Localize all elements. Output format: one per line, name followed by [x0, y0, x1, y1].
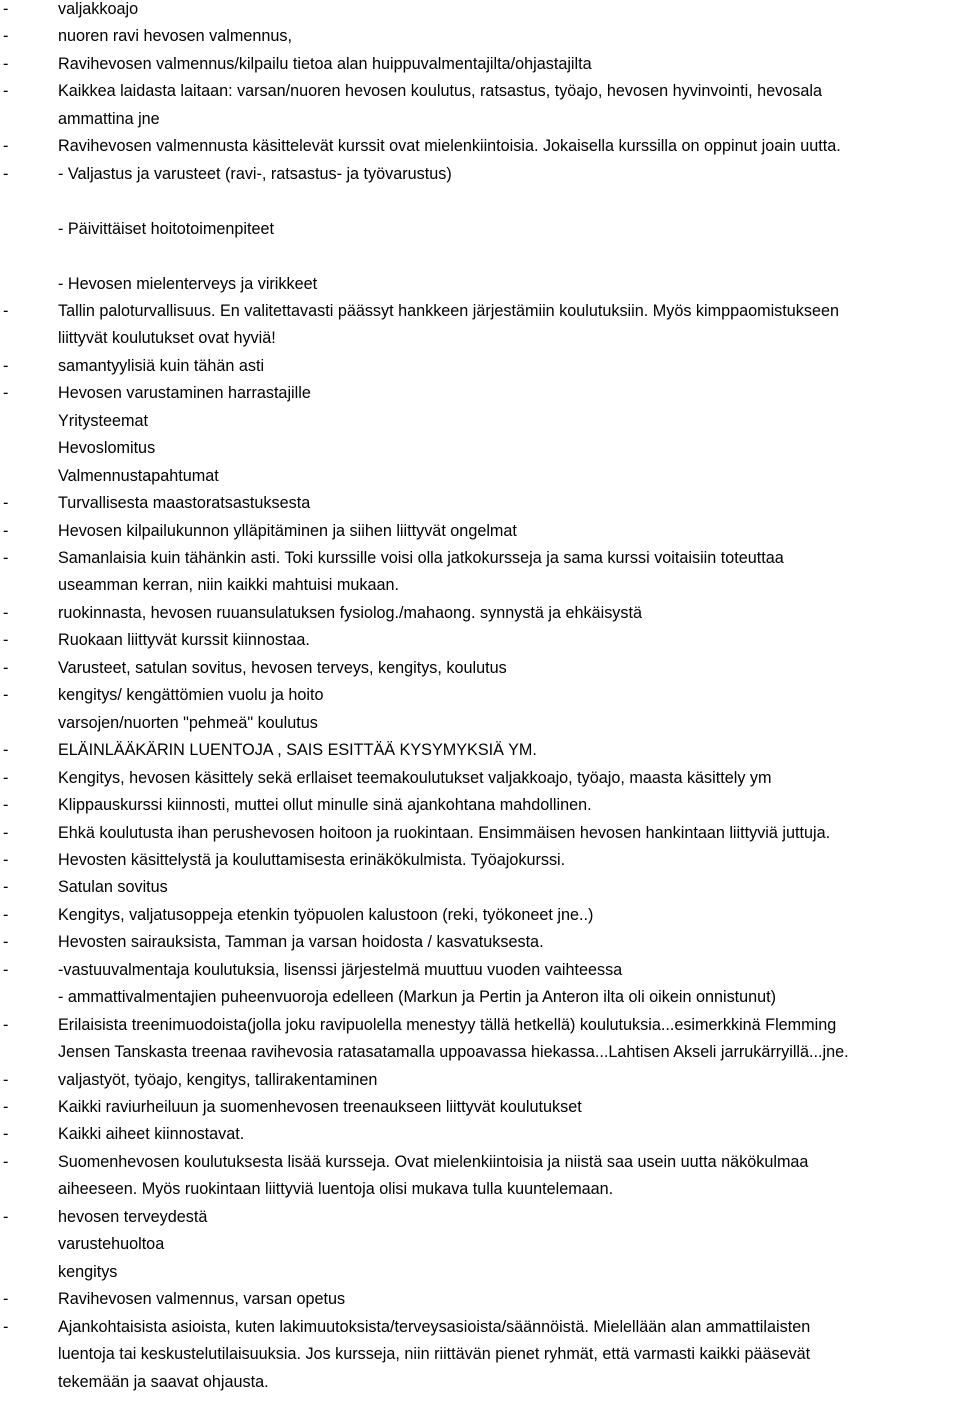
bullet-dash: -	[3, 1207, 9, 1226]
response-line	[0, 1042, 960, 1069]
response-line	[0, 54, 960, 81]
line-text: - Päivittäiset hoitotoimenpiteet	[58, 219, 274, 238]
line-text: aiheeseen. Myös ruokintaan liittyviä luentoja olisi mukava tulla kuuntelemaan.	[58, 1180, 614, 1199]
line-text: Tallin paloturvallisuus. En valitettavasti päässyt hankkeen järjestämiin koulutuksiin. Myös kimppaomistukseen	[58, 301, 839, 320]
line-text: Ruokaan liittyvät kurssit kiinnostaa.	[58, 631, 310, 650]
bullet-dash: -	[3, 850, 9, 869]
response-line	[0, 1207, 960, 1234]
line-text: luentoja tai keskustelutilaisuuksia. Jos kursseja, niin riittävän pienet ryhmät, että varmasti kaikki pääsevät	[58, 1345, 811, 1364]
response-line	[0, 328, 960, 355]
response-line	[0, 1289, 960, 1316]
bullet-dash: -	[3, 384, 9, 403]
response-line	[0, 685, 960, 712]
line-text: Hevoslomitus	[58, 439, 156, 458]
response-line	[0, 877, 960, 904]
line-text: tekemään ja saavat ohjausta.	[58, 1372, 269, 1391]
line-text: ruokinnasta, hevosen ruuansulatuksen fysiolog./mahaong. synnystä ja ehkäisystä	[58, 603, 642, 622]
line-text: Kaikki aiheet kiinnostavat.	[58, 1125, 245, 1144]
line-text: Ravihevosen valmennusta käsittelevät kurssit ovat mielenkiintoisia. Jokaisella kurssilla on oppinut joain uutta.	[58, 137, 841, 156]
line-text: liittyvät koulutukset ovat hyviä!	[58, 329, 276, 348]
response-line	[0, 713, 960, 740]
response-line	[0, 932, 960, 959]
line-text: Jensen Tanskasta treenaa ravihevosia ratasatamalla uppoavassa hiekassa...Lahtisen Akseli jarrukärryillä...jne.	[58, 1043, 849, 1062]
line-text: Valmennustapahtumat	[58, 466, 219, 485]
bullet-dash: -	[3, 1317, 9, 1336]
line-text: Hevosen varustaminen harrastajille	[58, 384, 311, 403]
response-line	[0, 850, 960, 877]
response-line	[0, 246, 960, 273]
response-line	[0, 548, 960, 575]
response-line	[0, 0, 960, 26]
response-line	[0, 1124, 960, 1151]
response-line	[0, 1317, 960, 1344]
response-line	[0, 274, 960, 301]
response-line	[0, 1070, 960, 1097]
response-line	[0, 356, 960, 383]
bullet-dash: -	[3, 658, 9, 677]
bullet-dash: -	[3, 137, 9, 156]
response-line	[0, 466, 960, 493]
response-line	[0, 1262, 960, 1289]
response-line	[0, 81, 960, 108]
response-line	[0, 658, 960, 685]
line-text: - Valjastus ja varusteet (ravi-, ratsastus- ja työvarustus)	[58, 164, 452, 183]
line-text: hevosen terveydestä	[58, 1207, 208, 1226]
line-text: Hevosten käsittelystä ja kouluttamisesta erinäkökulmista. Työajokurssi.	[58, 850, 566, 869]
response-line	[0, 219, 960, 246]
bullet-dash: -	[3, 1290, 9, 1309]
line-text: ELÄINLÄÄKÄRIN LUENTOJA , SAIS ESITTÄÄ KYSYMYKSIÄ YM.	[58, 741, 537, 760]
bullet-dash: -	[3, 27, 9, 46]
line-text: samantyylisiä kuin tähän asti	[58, 356, 265, 375]
bullet-dash: -	[3, 521, 9, 540]
response-line	[0, 768, 960, 795]
line-text: Kengitys, hevosen käsittely sekä erllaiset teemakoulutukset valjakkoajo, työajo, maasta käsittely ym	[58, 768, 772, 787]
response-line	[0, 630, 960, 657]
line-text: kengitys	[58, 1262, 118, 1281]
line-text: valjastyöt, työajo, kengitys, tallirakentaminen	[58, 1070, 378, 1089]
line-text: - Hevosen mielenterveys ja virikkeet	[58, 274, 318, 293]
line-text: varustehuoltoa	[58, 1235, 165, 1254]
bullet-dash: -	[3, 933, 9, 952]
response-line	[0, 1015, 960, 1042]
bullet-dash: -	[3, 1070, 9, 1089]
response-line	[0, 438, 960, 465]
line-text: Ravihevosen valmennus/kilpailu tietoa alan huippuvalmentajilta/ohjastajilta	[58, 54, 592, 73]
bullet-dash: -	[3, 631, 9, 650]
bullet-dash: -	[3, 301, 9, 320]
bullet-dash: -	[3, 1152, 9, 1171]
bullet-dash: -	[3, 54, 9, 73]
response-line	[0, 905, 960, 932]
response-line	[0, 1234, 960, 1261]
bullet-dash: -	[3, 686, 9, 705]
bullet-dash: -	[3, 603, 9, 622]
line-text: varsojen/nuorten "pehmeä" koulutus	[58, 713, 318, 732]
line-text: Klippauskurssi kiinnosti, muttei ollut minulle sinä ajankohtana mahdollinen.	[58, 796, 592, 815]
line-text: Kaikkea laidasta laitaan: varsan/nuoren hevosen koulutus, ratsastus, työajo, hevosen hyvinvointi, hevosala	[58, 82, 822, 101]
line-text: Kengitys, valjatusoppeja etenkin työpuolen kalustoon (reki, työkoneet jne..)	[58, 905, 594, 924]
response-line	[0, 823, 960, 850]
bullet-dash: -	[3, 1015, 9, 1034]
bullet-dash: -	[3, 878, 9, 897]
response-line	[0, 191, 960, 218]
response-line	[0, 26, 960, 53]
response-line	[0, 1152, 960, 1179]
bullet-dash: -	[3, 1098, 9, 1116]
line-text: valjakkoajo	[58, 0, 139, 18]
response-line	[0, 795, 960, 822]
response-line	[0, 1344, 960, 1371]
bullet-dash: -	[3, 796, 9, 815]
line-text: Hevosten sairauksista, Tamman ja varsan hoidosta / kasvatuksesta.	[58, 933, 544, 952]
line-text: -vastuuvalmentaja koulutuksia, lisenssi järjestelmä muuttuu vuoden vaihteessa	[58, 960, 623, 979]
line-text: Erilaisista treenimuodoista(jolla joku ravipuolella menestyy tällä hetkellä) koulutuksia...esimerkkinä Flemming	[58, 1015, 837, 1034]
line-text: ammattina jne	[58, 109, 160, 128]
line-text: kengitys/ kengättömien vuolu ja hoito	[58, 686, 324, 705]
response-line	[0, 960, 960, 987]
line-text: Hevosen kilpailukunnon ylläpitäminen ja siihen liittyvät ongelmat	[58, 521, 517, 540]
response-line	[0, 521, 960, 548]
response-line	[0, 383, 960, 410]
bullet-dash: -	[3, 741, 9, 760]
response-line	[0, 603, 960, 630]
bullet-dash: -	[3, 82, 9, 101]
response-line	[0, 1179, 960, 1206]
line-text: Suomenhevosen koulutuksesta lisää kursseja. Ovat mielenkiintoisia ja niistä saa usein uutta näkökulmaa	[58, 1152, 809, 1171]
response-line	[0, 301, 960, 328]
line-text: Ehkä koulutusta ihan perushevosen hoitoon ja ruokintaan. Ensimmäisen hevosen hankintaan liittyviä juttuja.	[58, 823, 831, 842]
line-text: - ammattivalmentajien puheenvuoroja edelleen (Markun ja Pertin ja Anteron ilta oli oikein onnistunut)	[58, 988, 777, 1007]
response-line	[0, 740, 960, 767]
bullet-dash: -	[3, 356, 9, 375]
bullet-dash: -	[3, 164, 9, 183]
line-text: nuoren ravi hevosen valmennus,	[58, 27, 292, 46]
response-line	[0, 987, 960, 1014]
bullet-dash: -	[3, 768, 9, 787]
line-text: Varusteet, satulan sovitus, hevosen terveys, kengitys, koulutus	[58, 658, 507, 677]
response-line	[0, 1372, 960, 1399]
response-line	[0, 109, 960, 136]
line-text: Yritysteemat	[58, 411, 148, 430]
line-text: Kaikki raviurheiluun ja suomenhevosen treenaukseen liittyvät koulutukset	[58, 1098, 582, 1116]
line-text: Satulan sovitus	[58, 878, 168, 897]
line-text: Ajankohtaisista asioista, kuten lakimuutoksista/terveysasioista/säännöistä. Mielellään alan ammattilaisten	[58, 1317, 811, 1336]
response-line	[0, 164, 960, 191]
line-text: Samanlaisia kuin tähänkin asti. Toki kurssille voisi olla jatkokursseja ja sama kurssi voitaisiin toteuttaa	[58, 549, 784, 567]
bullet-dash: -	[3, 0, 9, 18]
response-line	[0, 411, 960, 438]
response-line	[0, 575, 960, 602]
line-text: Ravihevosen valmennus, varsan opetus	[58, 1290, 346, 1309]
line-text: Turvallisesta maastoratsastuksesta	[58, 494, 311, 513]
line-text: useamman kerran, niin kaikki mahtuisi mukaan.	[58, 576, 399, 595]
response-line	[0, 1097, 960, 1124]
bullet-dash: -	[3, 549, 9, 567]
bullet-dash: -	[3, 823, 9, 842]
response-line	[0, 493, 960, 520]
bullet-dash: -	[3, 1125, 9, 1144]
bullet-dash: -	[3, 905, 9, 924]
bullet-dash: -	[3, 494, 9, 513]
bullet-dash: -	[3, 960, 9, 979]
response-line	[0, 136, 960, 163]
